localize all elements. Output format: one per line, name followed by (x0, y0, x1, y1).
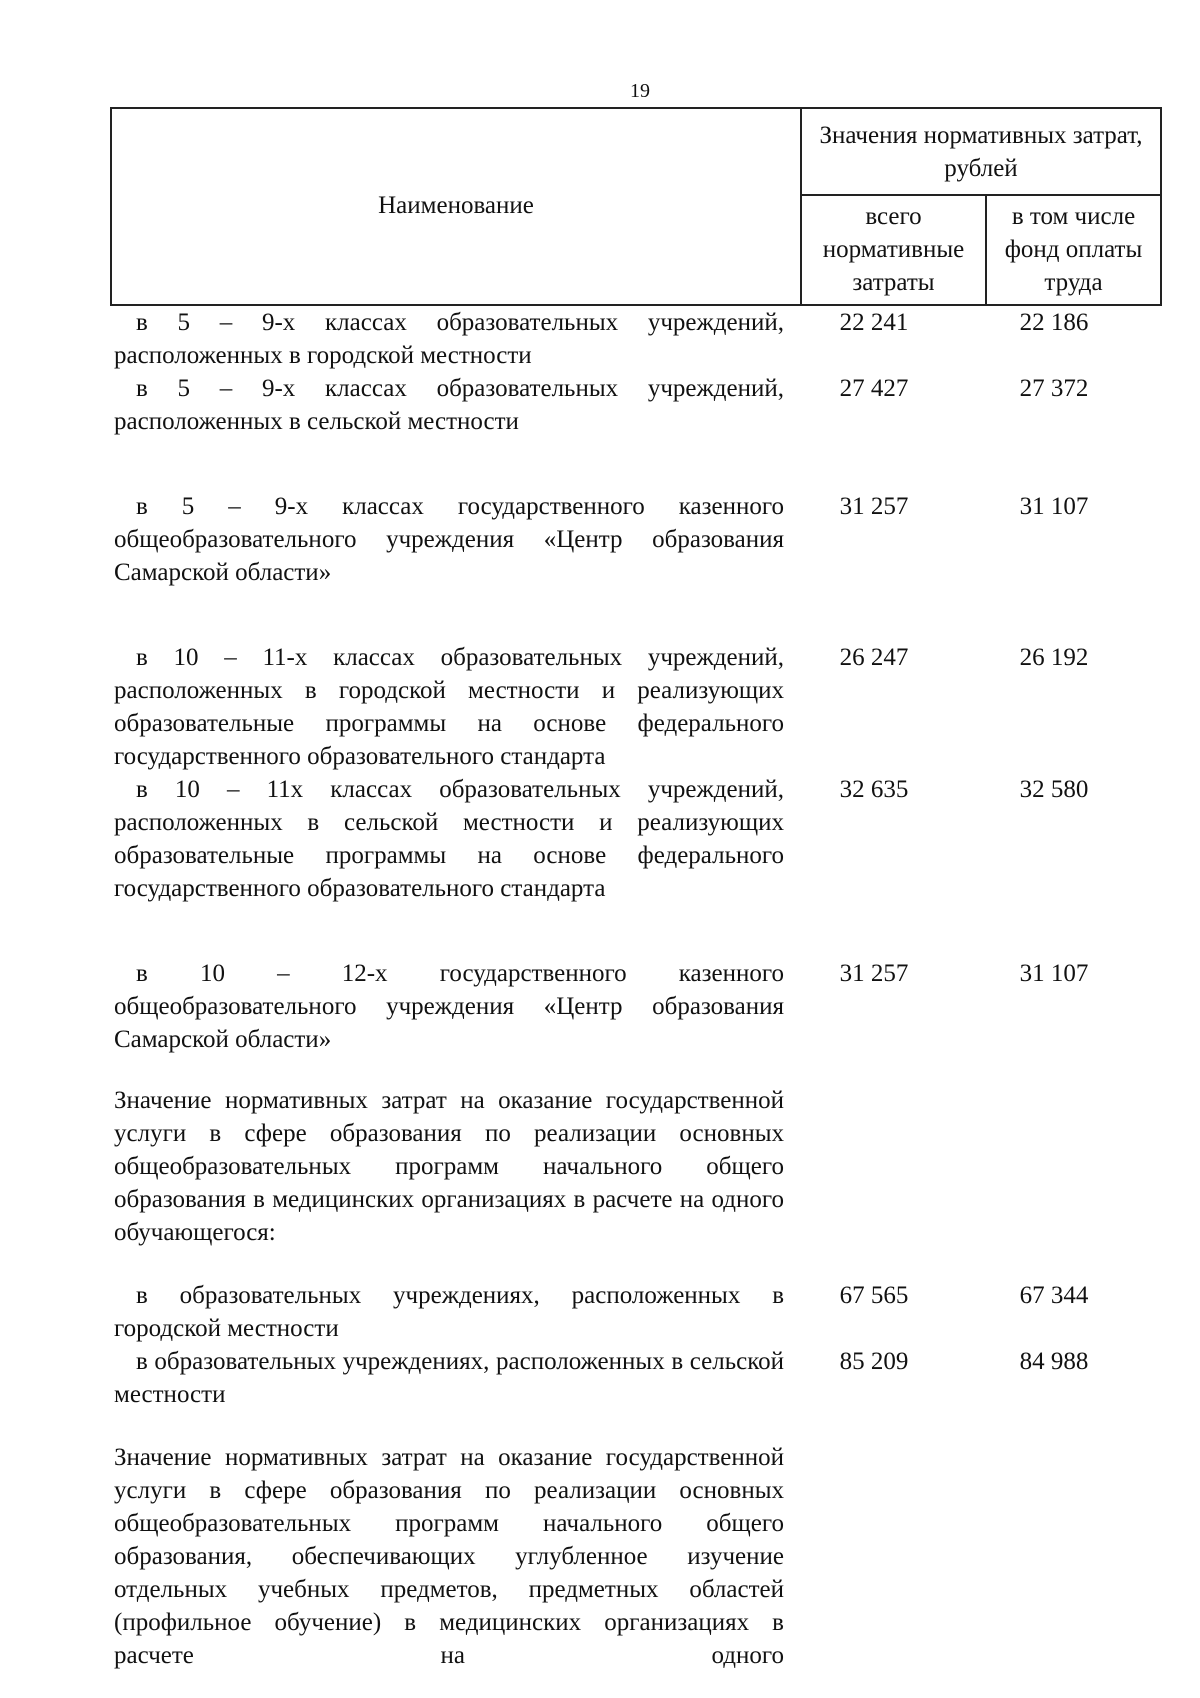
column-header-name: Наименование (111, 108, 801, 305)
row-description: в образовательных учреждениях, расположенных в сельской местности (114, 1348, 784, 1408)
row-payroll-value: 67 344 (1019, 1282, 1089, 1309)
row-total-value: 32 635 (839, 776, 909, 803)
section-heading: Значение нормативных затрат на оказание государственной услуги в сфере образования по реализации основных общеобразовательных программ начального общего образования в медицинских организациях в расчете на одного обучающегося: (114, 1087, 784, 1246)
table-header (110, 107, 1162, 306)
row-payroll-value: 26 192 (1019, 644, 1089, 671)
row-payroll-value: 27 372 (1019, 375, 1089, 402)
row-total-value: 31 257 (839, 960, 909, 987)
row-payroll-value: 84 988 (1019, 1348, 1089, 1375)
row-total-value: 22 241 (839, 309, 909, 336)
row-total-value: 85 209 (839, 1348, 909, 1375)
row-description: в 10 – 12-х государственного казенного общеобразовательного учреждения «Центр образования Самарской области» (114, 960, 784, 1053)
column-header-payroll: в том числе фонд оплаты труда (986, 195, 1161, 305)
row-description: в 5 – 9-х классах образовательных учреждений, расположенных в городской местности (114, 309, 784, 369)
table-row (114, 490, 1164, 589)
table-row (114, 1345, 1164, 1411)
row-description: в 5 – 9-х классах образовательных учреждений, расположенных в сельской местности (114, 375, 784, 435)
row-total-value: 31 257 (839, 493, 909, 520)
table-body (114, 306, 1164, 1672)
row-payroll-value (964, 1084, 1144, 1249)
table-row (114, 372, 1164, 438)
column-header-total: всего нормативные затраты (801, 195, 986, 305)
row-payroll-value: 22 186 (1019, 309, 1089, 336)
table-row (114, 306, 1164, 372)
table-row (114, 957, 1164, 1056)
row-description: в 10 – 11х классах образовательных учреждений, расположенных в сельской местности и реализующих образовательные программы на основе федерального государственного образовательного стандарта (114, 776, 784, 902)
row-description: в 5 – 9-х классах государственного казенного общеобразовательного учреждения «Центр образования Самарской области» (114, 493, 784, 586)
table-row (114, 641, 1164, 773)
row-total-value: 27 427 (839, 375, 909, 402)
row-payroll-value (964, 1441, 1144, 1672)
row-payroll-value: 32 580 (1019, 776, 1089, 803)
row-total-value: 26 247 (839, 644, 909, 671)
page-number: 19 (630, 80, 650, 102)
row-description: в образовательных учреждениях, расположенных в городской местности (114, 1282, 784, 1342)
table-row (114, 1279, 1164, 1345)
section-heading-row (114, 1084, 1164, 1249)
row-total-value: 67 565 (839, 1282, 909, 1309)
row-total-value (784, 1084, 964, 1249)
row-payroll-value: 31 107 (1019, 493, 1089, 520)
column-header-values-group: Значения нормативных затрат, рублей (801, 108, 1161, 195)
table-row (114, 773, 1164, 905)
section-heading-row (114, 1441, 1164, 1672)
row-payroll-value: 31 107 (1019, 960, 1089, 987)
row-total-value (784, 1441, 964, 1672)
row-description: в 10 – 11-х классах образовательных учреждений, расположенных в городской местности и реализующих образовательные программы на основе федерального государственного образовательного стандарта (114, 644, 784, 770)
section-heading: Значение нормативных затрат на оказание государственной услуги в сфере образования по реализации основных общеобразовательных программ начального общего образования, обеспечивающих углубленное изучение отдельных учебных предметов, предметных областей (профильное обучение) в медицинских организациях в расчете на одного (114, 1444, 784, 1669)
